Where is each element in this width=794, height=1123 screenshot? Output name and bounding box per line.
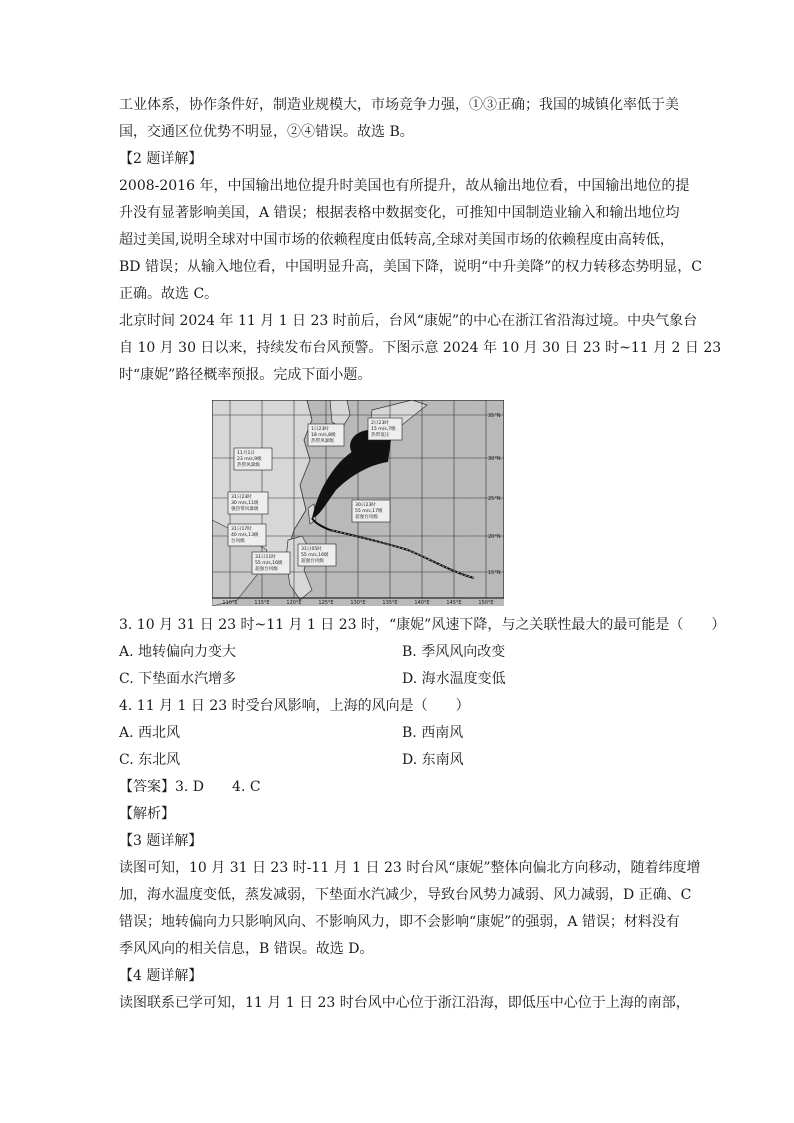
lon-label: 130°E — [350, 600, 366, 606]
callout-time: 31日05时 — [301, 547, 322, 552]
callout-time: 30日23时 — [355, 503, 376, 508]
text-line: 超过美国,说明全球对中国市场的依赖程度由低转高,全球对美国市场的依赖程度由高转低， — [119, 232, 674, 248]
callout-grade: 热带风暴级 — [237, 463, 260, 468]
lon-label: 120°E — [286, 600, 302, 606]
lon-label: 110°E — [222, 600, 238, 606]
longitude-labels — [222, 600, 493, 606]
question-4-option-b: B. 西南风 — [402, 725, 464, 741]
text-line: 国，交通区位优势不明显，②④错误。故选 B。 — [119, 124, 414, 140]
section-heading: 【2 题详解】 — [119, 151, 203, 167]
callout-speed: 55 m/s,16级 — [301, 553, 329, 558]
text-line: 时“康妮”路径概率预报。完成下面小题。 — [119, 367, 372, 383]
lat-label: 35°N — [488, 413, 501, 419]
question-3-detail-heading: 【3 题详解】 — [119, 833, 203, 849]
callout-time: 31日23时 — [231, 495, 252, 500]
text-line: 工业体系，协作条件好，制造业规模大，市场竞争力强，①③正确；我国的城镇化率低于美 — [119, 97, 679, 113]
question-3-option-b: B. 季风风向改变 — [402, 644, 506, 660]
question-4-option-c: C. 东北风 — [119, 752, 181, 768]
typhoon-track-map — [212, 400, 504, 606]
callout-time: 1日23时 — [311, 427, 329, 432]
text-line: 错误；地转偏向力只影响风向、不影响风力，即不会影响“康妮”的强弱，A 错误；材料没有 — [119, 914, 680, 930]
lon-label: 140°E — [414, 600, 430, 606]
analysis-heading: 【解析】 — [119, 806, 175, 822]
callout-time: 2日23时 — [371, 421, 389, 426]
text-line: 读图联系已学可知，11 月 1 日 23 时台风中心位于浙江沿海，即低压中心位于上海的南部， — [119, 995, 690, 1011]
callout-grade: 超强台风级 — [301, 559, 324, 564]
text-line: 北京时间 2024 年 11 月 1 日 23 时前后，台风“康妮”的中心在浙江省沿海过境。中央气象台 — [119, 313, 698, 329]
question-3-option-c: C. 下垫面水汽增多 — [119, 671, 237, 687]
lat-label: 25°N — [488, 496, 501, 502]
callout-box — [228, 524, 266, 546]
text-line: 升没有显著影响美国，A 错误；根据表格中数据变化，可推知中国制造业输入和输出地位均 — [119, 205, 680, 221]
callout-grade: 台风级 — [231, 539, 245, 544]
callout-time: 11月1日 — [237, 451, 255, 456]
question-4-option-a: A. 西北风 — [119, 725, 181, 741]
callout-grade: 超强台风级 — [355, 515, 378, 520]
callout-box — [252, 552, 290, 574]
callout-grade: 强热带风暴级 — [231, 507, 259, 512]
callout-time: 31日11时 — [255, 555, 276, 560]
lat-label: 20°N — [488, 534, 501, 540]
text-line: BD 错误；从输入地位看，中国明显升高，美国下降，说明“中升美降”的权力转移态势明显，C — [119, 259, 702, 275]
question-3-option-d: D. 海水温度变低 — [402, 671, 506, 687]
lon-label: 135°E — [382, 600, 398, 606]
text-line: 加，海水温度变低，蒸发减弱，下垫面水汽减少，导致台风势力减弱、风力减弱，D 正确、C — [119, 887, 692, 903]
callout-box — [228, 492, 268, 514]
callout-speed: 23 m/s,9级 — [237, 457, 262, 462]
text-line: 2008-2016 年，中国输出地位提升时美国也有所提升，故从输出地位看，中国输出地位的提 — [119, 178, 690, 194]
callout-grade: 热带风暴级 — [311, 439, 334, 444]
callout-box — [234, 448, 272, 470]
callout-box — [298, 544, 336, 566]
text-line: 读图可知，10 月 31 日 23 时-11 月 1 日 23 时台风“康妮”整体向偏北方向移动，随着纬度增 — [119, 860, 701, 876]
callout-box — [352, 500, 390, 522]
callout-time: 31日17时 — [231, 527, 252, 532]
callout-grade: 热带低压 — [371, 433, 390, 438]
lat-label: 15°N — [488, 570, 501, 576]
callout-speed: 40 m/s,13级 — [231, 533, 259, 538]
lon-label: 125°E — [318, 600, 334, 606]
lon-label: 150°E — [478, 600, 494, 606]
question-4-detail-heading: 【4 题详解】 — [119, 968, 203, 984]
callout-speed: 30 m/s,11级 — [231, 501, 259, 506]
callout-speed: 55 m/s,17级 — [355, 509, 383, 514]
callout-grade: 超强台风级 — [255, 567, 278, 572]
callout-box — [308, 424, 344, 446]
callout-speed: 55 m/s,16级 — [255, 561, 283, 566]
answer-line: 【答案】3. D 4. C — [119, 779, 261, 795]
question-3-option-a: A. 地转偏向力变大 — [119, 644, 237, 660]
question-4-stem: 4. 11 月 1 日 23 时受台风影响，上海的风向是（ ） — [119, 698, 470, 714]
callout-box — [368, 418, 402, 440]
callout-speed: 18 m/s,8级 — [311, 433, 336, 438]
text-line: 季风风向的相关信息，B 错误。故选 D。 — [119, 941, 374, 957]
text-line: 自 10 月 30 日以来，持续发布台风预警。下图示意 2024 年 10 月 30 日 23 时~11 月 2 日 23 — [119, 340, 722, 356]
question-4-option-d: D. 东南风 — [402, 752, 464, 768]
lat-label: 30°N — [488, 456, 501, 462]
lon-label: 145°E — [446, 600, 462, 606]
lon-label: 115°E — [254, 600, 270, 606]
callout-speed: 15 m/s,7级 — [371, 427, 396, 432]
text-line: 正确。故选 C。 — [119, 286, 219, 302]
question-3-stem: 3. 10 月 31 日 23 时~11 月 1 日 23 时，“康妮”风速下降，与之关联性最大的最可能是（ ） — [119, 617, 726, 633]
